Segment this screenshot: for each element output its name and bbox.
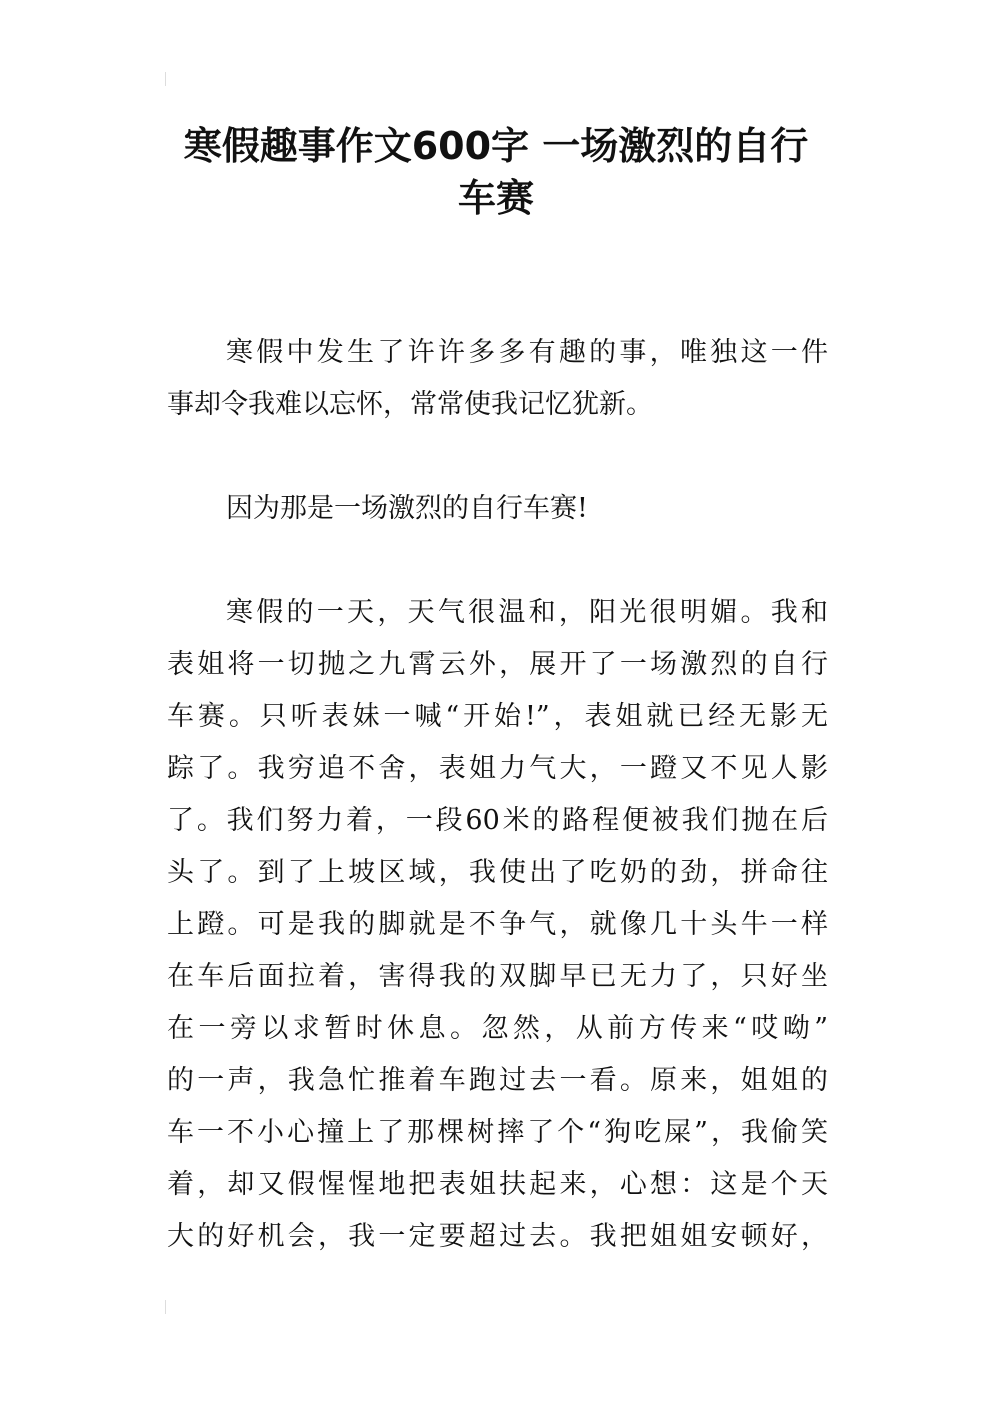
- text-line: 因为那是一场激烈的自行车赛!: [226, 493, 588, 524]
- paragraph-story: [167, 587, 828, 1263]
- title-line: 寒假趣事作文600字 一场激烈的自行: [183, 124, 809, 168]
- text-line: 上蹬。可是我的脚就是不争气，就像几十头牛一样: [167, 909, 828, 940]
- text-line: 了。我们努力着，一段60米的路程便被我们抛在后: [167, 805, 828, 836]
- text-line: 头了。到了上坡区域，我使出了吃奶的劲，拼命往: [167, 857, 828, 888]
- page-margin-mark: [165, 1300, 166, 1314]
- text-line: 寒假的一天，天气很温和，阳光很明媚。我和: [226, 597, 828, 628]
- text-line: 大的好机会，我一定要超过去。我把姐姐安顿好，: [167, 1221, 828, 1252]
- text-line: 着，却又假惺惺地把表姐扶起来，心想：这是个天: [167, 1169, 828, 1200]
- document-title: [160, 120, 832, 224]
- text-line: 在车后面拉着，害得我的双脚早已无力了，只好坐: [167, 961, 828, 992]
- paragraph-intro: [167, 327, 828, 431]
- text-line: 车一不小心撞上了那棵树摔了个“狗吃屎”，我偷笑: [167, 1117, 828, 1148]
- text-line: 车赛。只听表妹一喊“开始!”，表姐就已经无影无: [167, 701, 828, 732]
- text-line: 表姐将一切抛之九霄云外，展开了一场激烈的自行: [167, 649, 828, 680]
- text-line: 的一声，我急忙推着车跑过去一看。原来，姐姐的: [167, 1065, 828, 1096]
- title-line: 车赛: [457, 176, 534, 220]
- text-line: 事却令我难以忘怀，常常使我记忆犹新。: [167, 389, 653, 420]
- page-margin-mark: [165, 72, 166, 86]
- paragraph-reason: [167, 483, 828, 535]
- text-line: 寒假中发生了许许多多有趣的事，唯独这一件: [226, 337, 828, 368]
- text-line: 踪了。我穷追不舍，表姐力气大，一蹬又不见人影: [167, 753, 828, 784]
- text-line: 在一旁以求暂时休息。忽然，从前方传来“哎呦”: [167, 1013, 828, 1044]
